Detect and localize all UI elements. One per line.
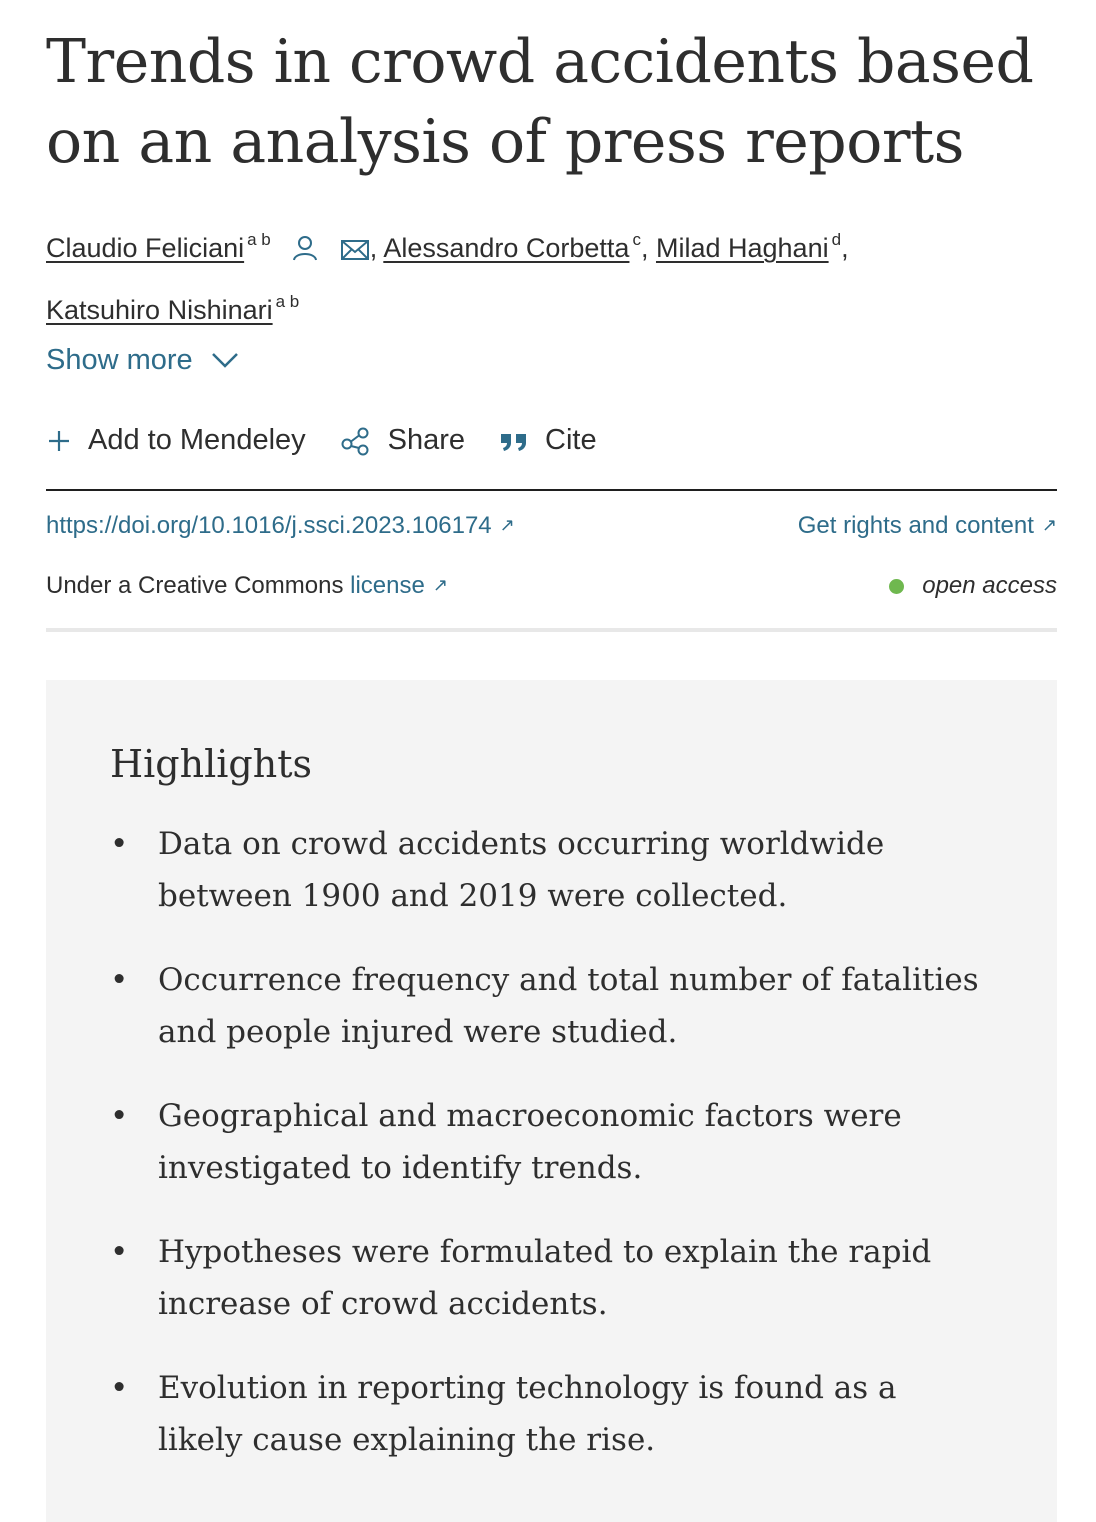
rights-link[interactable] bbox=[798, 512, 1057, 540]
share-icon bbox=[340, 426, 372, 456]
add-to-mendeley-button[interactable] bbox=[46, 424, 306, 457]
highlight-text: Geographical and macroeconomic factors were investigated to identify trends. bbox=[158, 1098, 902, 1186]
license-link-text: license bbox=[350, 572, 425, 599]
highlight-text: Data on crowd accidents occurring worldwide between 1900 and 2019 were collected. bbox=[158, 826, 885, 914]
license-statement bbox=[46, 572, 448, 600]
author-affiliation: d bbox=[831, 230, 842, 249]
author-name[interactable]: Claudio Feliciani bbox=[46, 233, 245, 263]
bullet: • bbox=[110, 1234, 129, 1270]
author-name[interactable]: Alessandro Corbetta bbox=[383, 233, 630, 263]
rights-text: Get rights and content bbox=[797, 512, 1034, 539]
author-affiliation: a b bbox=[247, 230, 271, 249]
show-more-button[interactable] bbox=[46, 344, 239, 377]
share-button[interactable] bbox=[340, 424, 465, 457]
external-link-icon: ↗ bbox=[432, 575, 448, 595]
author-name[interactable]: Milad Haghani bbox=[655, 233, 829, 263]
author-line-1 bbox=[46, 216, 1057, 278]
highlights-title: Highlights bbox=[110, 742, 312, 786]
list-item bbox=[110, 1226, 990, 1330]
author-affiliation: c bbox=[632, 230, 641, 249]
cite-label: Cite bbox=[545, 424, 597, 456]
author-name[interactable]: Katsuhiro Nishinari bbox=[46, 295, 273, 325]
share-label: Share bbox=[387, 424, 466, 456]
highlights-list bbox=[110, 818, 990, 1498]
highlight-text: Occurrence frequency and total number of fatalities and people injured were studied. bbox=[158, 962, 979, 1050]
list-item bbox=[110, 954, 990, 1058]
bullet: • bbox=[110, 1098, 129, 1134]
bullet: • bbox=[110, 1370, 129, 1406]
divider bbox=[46, 628, 1057, 632]
plus-icon bbox=[46, 428, 72, 454]
mendeley-label: Add to Mendeley bbox=[88, 424, 306, 456]
author-separator: , bbox=[369, 233, 378, 263]
person-icon[interactable] bbox=[290, 231, 320, 278]
author-separator: , bbox=[640, 233, 649, 263]
article-title: Trends in crowd accidents based on an analysis of press reports bbox=[46, 27, 1034, 177]
open-access-label: open access bbox=[922, 572, 1057, 599]
author-list bbox=[46, 216, 1057, 334]
bullet: • bbox=[110, 826, 129, 862]
bullet: • bbox=[110, 962, 129, 998]
list-item bbox=[110, 1090, 990, 1194]
status-dot-icon bbox=[889, 579, 904, 594]
external-link-icon: ↗ bbox=[499, 515, 515, 535]
open-access-badge bbox=[889, 572, 1057, 600]
divider bbox=[46, 489, 1057, 491]
author-affiliation: a b bbox=[275, 292, 300, 311]
external-link-icon: ↗ bbox=[1041, 515, 1057, 535]
license-prefix: Under a Creative Commons bbox=[46, 572, 344, 599]
list-item bbox=[110, 1362, 990, 1466]
list-item bbox=[110, 818, 990, 922]
author-line-2 bbox=[46, 278, 1057, 334]
envelope-icon[interactable] bbox=[340, 231, 370, 278]
chevron-down-icon bbox=[211, 344, 239, 377]
quote-icon bbox=[499, 429, 529, 453]
license-link[interactable] bbox=[350, 572, 448, 599]
highlight-text: Hypotheses were formulated to explain the rapid increase of crowd accidents. bbox=[158, 1234, 932, 1322]
article-actions bbox=[46, 424, 631, 457]
author-separator: , bbox=[841, 233, 849, 263]
cite-button[interactable] bbox=[499, 424, 597, 457]
doi-link[interactable] bbox=[46, 512, 515, 540]
doi-text: https://doi.org/10.1016/j.ssci.2023.106174 bbox=[46, 512, 492, 539]
show-more-label: Show more bbox=[46, 344, 193, 376]
highlight-text: Evolution in reporting technology is found as a likely cause explaining the rise. bbox=[158, 1370, 897, 1458]
